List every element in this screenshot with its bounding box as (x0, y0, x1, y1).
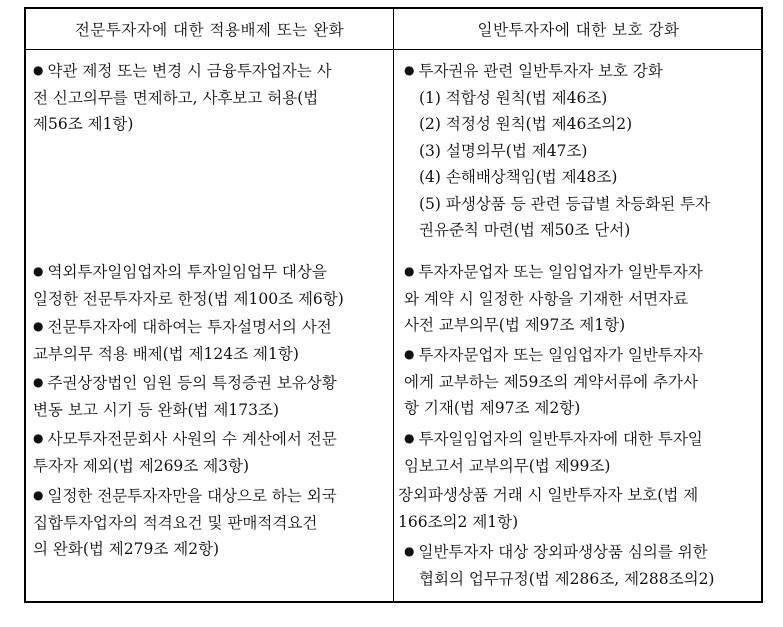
header-professional-investor: 전문투자자에 대한 적용배제 또는 완화 (74, 21, 345, 39)
left-item-prospectus: ● 전문투자자에 대하여는 투자설명서의 사전 교부의무 적용 배제(법 제124조 제1항) (33, 318, 332, 363)
left-item-terms-report: ● 약관 제정 또는 변경 시 금융투자업자는 사 전 신고의무를 면제하고, 사후보고 허용(법 제56조 제1항) (33, 62, 332, 133)
bullet-icon: ● (404, 347, 415, 361)
right-item-association-rules: ● 일반투자자 대상 장외파생상품 심의를 위한 협회의 업무규정(법 제286조, 제288조의2) (404, 543, 715, 588)
column-divider (393, 9, 394, 601)
header-general-investor: 일반투자자에 대한 보호 강화 (477, 21, 680, 39)
right-item-otc-protection: 장외파생상품 거래 시 일반투자자 보호(법 제 166조의2 제1항) (398, 486, 699, 531)
right-item-advisory-contract: ● 투자자문업자 또는 일임업자가 일반투자자 와 계약 시 일정한 사항을 기재한 서면자료 사전 교부의무(법 제97조 제1항) (404, 263, 703, 334)
left-item-foreign-collective: ● 일정한 전문투자자만을 대상으로 하는 외국 집합투자업자의 적격요건 및 판매적격요건 의 완화(법 제279조 제2항) (33, 487, 337, 558)
right-item-discretionary-report: ● 투자일임업자의 일반투자자에 대한 투자일 임보고서 교부의무(법 제99조) (404, 430, 703, 475)
left-item-offshore-discretionary: ● 역외투자일임업자의 투자일임업무 대상을 일정한 전문투자자로 한정(법 제100조 제6항) (33, 263, 344, 308)
left-item-pef-members: ● 사모투자전문회사 사원의 수 계산에서 전문 투자자 제외(법 제269조 제3항) (33, 430, 337, 475)
right-item-solicitation: ● 투자권유 관련 일반투자자 보호 강화 (1) 적합성 원칙(법 제46조) (2) 적정성 원칙(법 제46조의2) (3) 설명의무(법 제47조) (4) 손해배상책임(법 제48조) (5) 파생상품 등 관련 등급별 차등화된 투자 권유준칙 마련(법 제50조 단서) (404, 62, 711, 239)
bullet-icon: ● (33, 319, 44, 333)
bullet-icon: ● (404, 264, 415, 278)
bullet-icon: ● (404, 431, 415, 445)
bullet-icon: ● (404, 63, 415, 77)
left-item-executive-holdings: ● 주권상장법인 임원 등의 특정증권 보유상황 변동 보고 시기 등 완화(법 제173조) (33, 374, 337, 419)
bullet-icon: ● (404, 544, 415, 558)
comparison-table (24, 7, 763, 603)
right-item-contract-documents: ● 투자자문업자 또는 일임업자가 일반투자자 에게 교부하는 제59조의 계약서류에 추가사 항 기재(법 제97조 제2항) (404, 346, 703, 417)
bullet-icon: ● (33, 488, 44, 502)
bullet-icon: ● (33, 375, 44, 389)
bullet-icon: ● (33, 63, 44, 77)
bullet-icon: ● (33, 264, 44, 278)
bullet-icon: ● (33, 431, 44, 445)
